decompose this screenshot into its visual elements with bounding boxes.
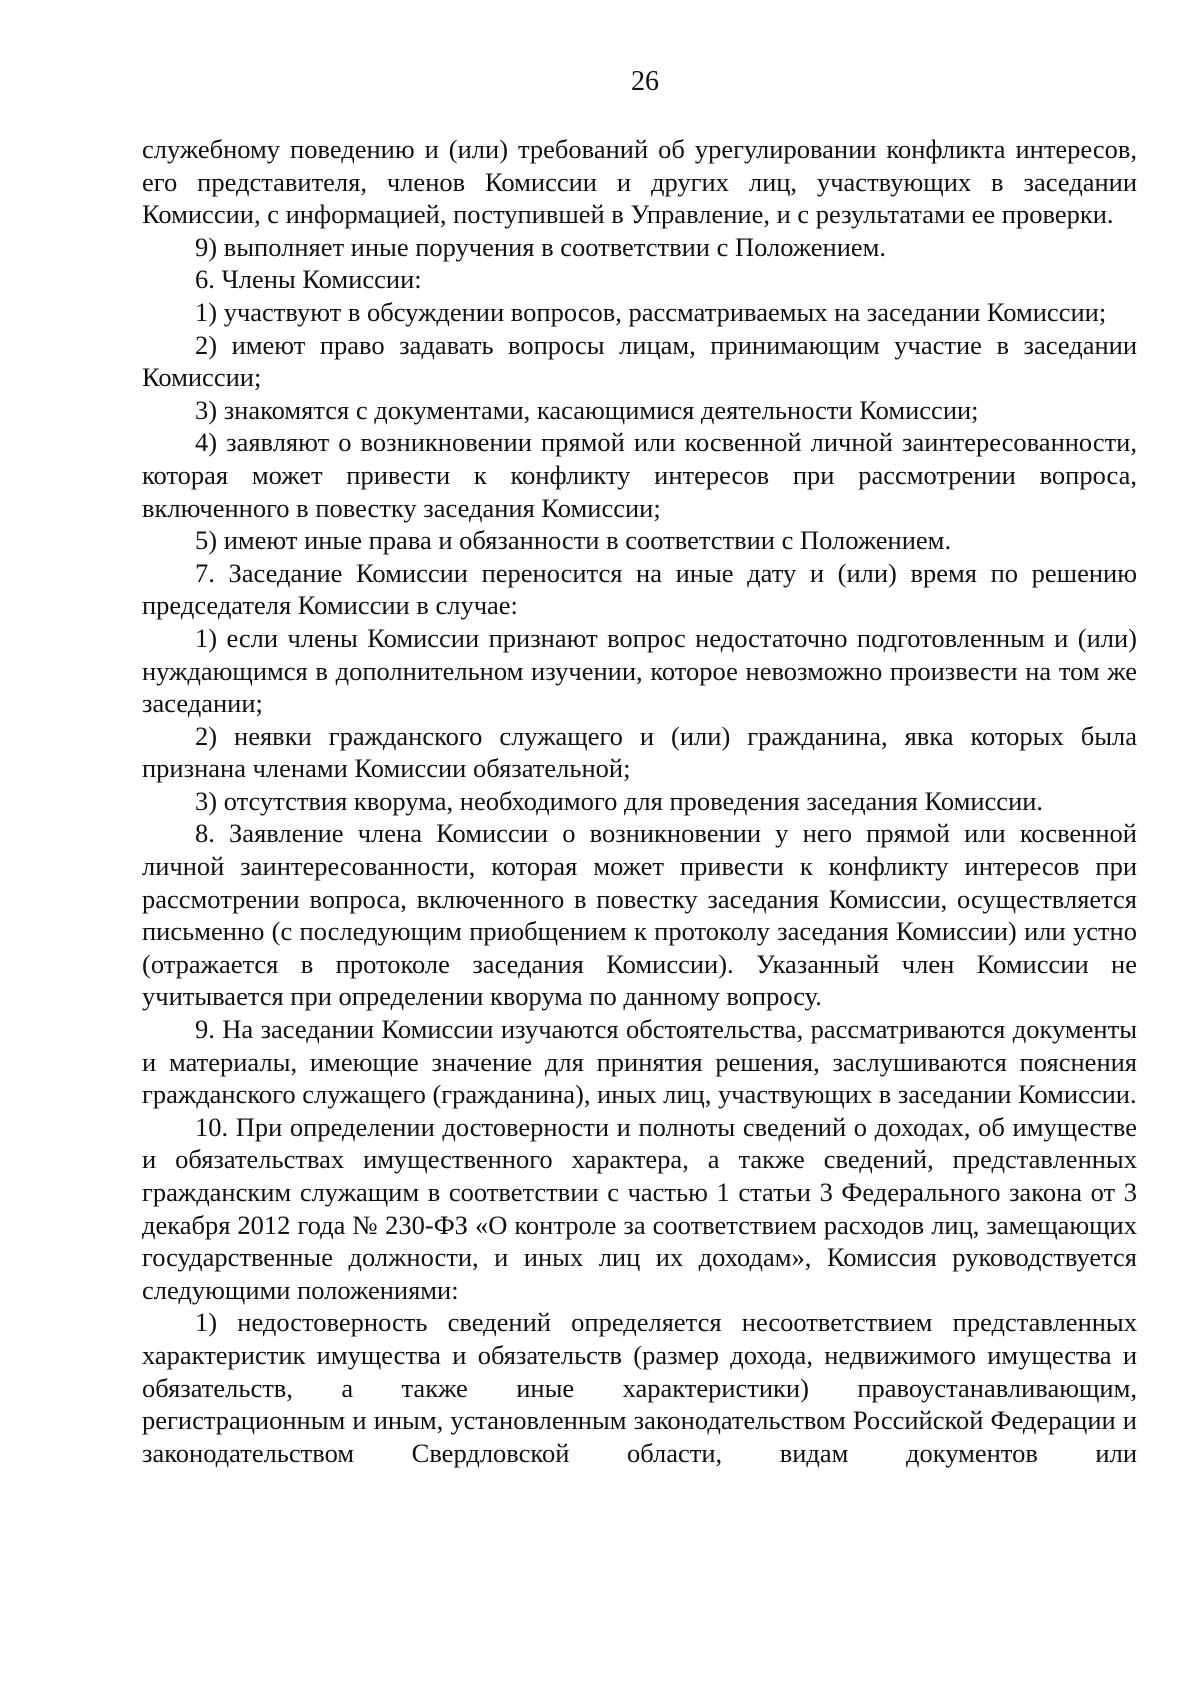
paragraph-section-7: 7. Заседание Комиссии переносится на иные дату и (или) время по решению председателя Комиссии в случае: xyxy=(142,557,1137,621)
paragraph-item-2: 2) имеют право задавать вопросы лицам, принимающим участие в заседании Комиссии; xyxy=(142,329,1137,393)
paragraph-item-1: 1) недостоверность сведений определяется несоответствием представленных характеристик имущества и обязательств (размер дохода, недвижимого имущества и обязательств, а также иные характеристики) правоустанавливающим, регистрационным и иным, установленным законодательством Российской Федерации и законодательством Свердловской области, видам документов или xyxy=(142,1307,1137,1468)
paragraph-item-1: 1) если члены Комиссии признают вопрос недостаточно подготовленным и (или) нуждающимся в дополнительном изучении, которое невозможно произвести на том же заседании; xyxy=(142,622,1137,719)
paragraph-section-8: 8. Заявление члена Комиссии о возникновении у него прямой или косвенной личной заинтересованности, которая может привести к конфликту интересов при рассмотрении вопроса, включенного в повестку заседания Комиссии, осуществляется письменно (с последующим приобщением к протоколу заседания Комиссии) или устно (отражается в протоколе заседания Комиссии). Указанный член Комиссии не учитывается при определении кворума по данному вопросу. xyxy=(142,818,1137,1012)
paragraph-section-6: 6. Члены Комиссии: xyxy=(195,264,422,295)
paragraph-continuation: служебному поведению и (или) требований об урегулировании конфликта интересов, его представителя, членов Комиссии и других лиц, участвующих в заседании Комиссии, с информацией, поступившей в Управление, и с результатами ее проверки. xyxy=(142,134,1137,230)
paragraph-item-2: 2) неявки гражданского служащего и (или) гражданина, явка которых была признана членами Комиссии обязательной; xyxy=(142,720,1137,784)
paragraph-section-9: 9. На заседании Комиссии изучаются обстоятельства, рассматриваются документы и материалы, имеющие значение для принятия решения, заслушиваются пояснения гражданского служащего (гражданина), иных лиц, участвующих в заседании Комиссии. xyxy=(142,1014,1137,1110)
paragraph-item-3: 3) знакомятся с документами, касающимися деятельности Комиссии; xyxy=(195,394,979,425)
paragraph-item-9: 9) выполняет иные поручения в соответствии с Положением. xyxy=(195,231,887,262)
paragraph-item-1: 1) участвуют в обсуждении вопросов, рассматриваемых на заседании Комиссии; xyxy=(195,296,1107,327)
page-number: 26 xyxy=(631,66,659,97)
paragraph-item-4: 4) заявляют о возникновении прямой или косвенной личной заинтересованности, которая может привести к конфликту интересов при рассмотрении вопроса, включенного в повестку заседания Комиссии; xyxy=(142,427,1137,523)
document-body xyxy=(142,133,1137,1469)
paragraph-item-5: 5) имеют иные права и обязанности в соответствии с Положением. xyxy=(195,525,952,556)
paragraph-item-3: 3) отсутствия кворума, необходимого для проведения заседания Комиссии. xyxy=(195,785,1044,816)
paragraph-section-10: 10. При определении достоверности и полноты сведений о доходах, об имуществе и обязательствах имущественного характера, а также сведений, представленных гражданским служащим в соответствии с частью 1 статьи 3 Федерального закона от 3 декабря 2012 года № 230-ФЗ «О контроле за соответствием расходов лиц, замещающих государственные должности, и иных лиц их доходам», Комиссия руководствуется следующими положениями: xyxy=(142,1111,1137,1305)
